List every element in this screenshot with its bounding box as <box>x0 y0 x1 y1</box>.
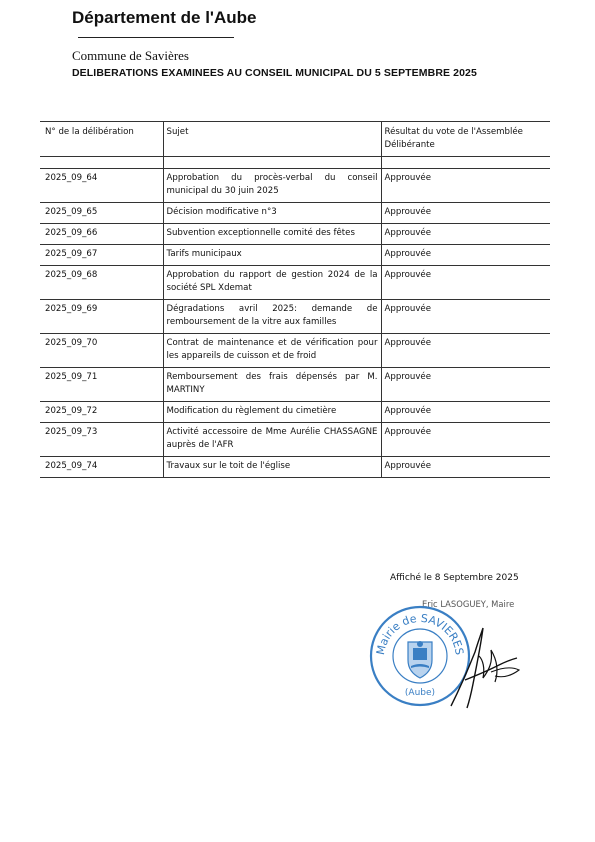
mayor-name: Eric LASOGUEY, Maire <box>422 599 515 609</box>
cell-number: 2025_09_71 <box>40 368 163 402</box>
table-row <box>40 169 550 203</box>
cell-subject: Approbation du procès-verbal du conseil municipal du 30 juin 2025 <box>163 169 381 203</box>
cell-number: 2025_09_69 <box>40 300 163 334</box>
cell-result: Approuvée <box>381 203 550 224</box>
cell-number: 2025_09_70 <box>40 334 163 368</box>
department-heading: Département de l'Aube <box>72 8 257 27</box>
column-header-number: N° de la délibération <box>40 122 163 157</box>
commune-name: Commune de Savières <box>72 48 189 63</box>
column-header-subject: Sujet <box>163 122 381 157</box>
cell-subject: Décision modificative n°3 <box>163 203 381 224</box>
cell-subject: Dégradations avril 2025: demande de remboursement de la vitre aux familles <box>163 300 381 334</box>
table-row <box>40 368 550 402</box>
cell-result: Approuvée <box>381 300 550 334</box>
cell-number: 2025_09_64 <box>40 169 163 203</box>
cell-number: 2025_09_73 <box>40 423 163 457</box>
cell-subject: Modification du règlement du cimetière <box>163 402 381 423</box>
cell-number: 2025_09_65 <box>40 203 163 224</box>
cell-subject: Tarifs municipaux <box>163 245 381 266</box>
cell-result: Approuvée <box>381 245 550 266</box>
cell-result: Approuvée <box>381 402 550 423</box>
cell-number: 2025_09_72 <box>40 402 163 423</box>
table-row <box>40 457 550 478</box>
heading-underline <box>78 37 234 38</box>
table-body <box>40 157 550 478</box>
mayor-signature <box>445 620 525 712</box>
cell-result: Approuvée <box>381 224 550 245</box>
document-title: DELIBERATIONS EXAMINEES AU CONSEIL MUNICIPAL DU 5 SEPTEMBRE 2025 <box>72 67 477 79</box>
table-row <box>40 423 550 457</box>
table-row <box>40 300 550 334</box>
cell-number: 2025_09_66 <box>40 224 163 245</box>
table-row <box>40 266 550 300</box>
cell-result: Approuvée <box>381 169 550 203</box>
cell-subject: Contrat de maintenance et de vérification pour les appareils de cuisson et de froid <box>163 334 381 368</box>
cell-subject: Remboursement des frais dépensés par M. MARTINY <box>163 368 381 402</box>
cell-number: 2025_09_67 <box>40 245 163 266</box>
table-row <box>40 334 550 368</box>
cell-number: 2025_09_74 <box>40 457 163 478</box>
table-row <box>40 203 550 224</box>
cell-subject: Subvention exceptionnelle comité des fêtes <box>163 224 381 245</box>
stamp-text-bottom: (Aube) <box>404 688 436 698</box>
stamp-text-top: Mairie de SAVIERES <box>373 611 466 657</box>
cell-result: Approuvée <box>381 266 550 300</box>
table-spacer-row <box>40 157 550 169</box>
cell-result: Approuvée <box>381 457 550 478</box>
cell-number: 2025_09_68 <box>40 266 163 300</box>
coat-of-arms-icon <box>408 641 432 678</box>
cell-result: Approuvée <box>381 334 550 368</box>
cell-result: Approuvée <box>381 423 550 457</box>
cell-subject: Travaux sur le toit de l'église <box>163 457 381 478</box>
deliberations-table <box>40 121 550 478</box>
cell-subject: Approbation du rapport de gestion 2024 de la société SPL Xdemat <box>163 266 381 300</box>
cell-result: Approuvée <box>381 368 550 402</box>
column-header-result: Résultat du vote de l'Assemblée Délibérante <box>381 122 550 157</box>
table-row <box>40 245 550 266</box>
cell-subject: Activité accessoire de Mme Aurélie CHASSAGNE auprès de l'AFR <box>163 423 381 457</box>
table-header-row <box>40 122 550 157</box>
posting-date: Affiché le 8 Septembre 2025 <box>390 573 519 583</box>
table-row <box>40 224 550 245</box>
table-row <box>40 402 550 423</box>
